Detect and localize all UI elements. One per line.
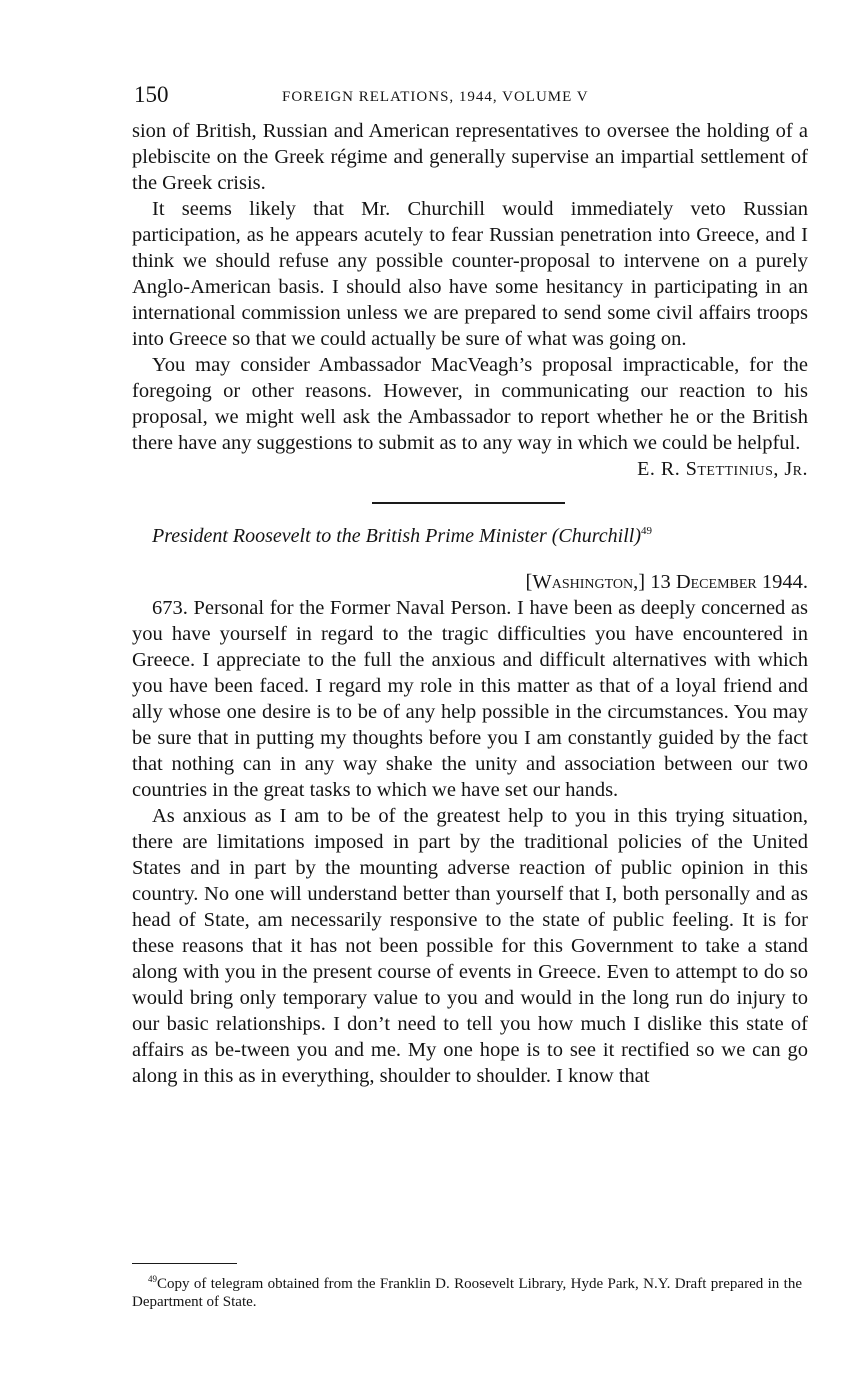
memo-paragraph: sion of British, Russian and American representatives to oversee the holding of a plebiscite on the Greek régime and generally supervise an impartial settlement of the Greek crisis. — [132, 120, 808, 194]
signature: E. R. Stettinius, Jr. — [637, 458, 808, 480]
running-head — [132, 80, 808, 118]
footnote-rule — [132, 1263, 237, 1264]
document-heading — [152, 518, 808, 549]
memo-continuation — [132, 118, 808, 456]
page-number: 150 — [134, 82, 169, 107]
section-divider — [372, 502, 565, 504]
telegram-paragraph: 673. Personal for the Former Naval Person. I have been as deeply concerned as you have yourself in regard to the tragic difficulties you have encountered in Greece. I appreciate to the full the anxious and difficult alternatives with which you have been faced. I regard my role in this matter as that of a loyal friend and ally whose one desire is to be of any help possible in the circumstances. You may be sure that in putting my thoughts before you I am constantly guided by the fact that nothing can in any way shake the unity and association between our two countries in the great tasks to which we have set our hands. — [132, 597, 808, 801]
memo-paragraph: You may consider Ambassador MacVeagh’s proposal impracticable, for the foregoing or other reasons. However, in communicating our reaction to his proposal, we might well ask the Ambassador to report whether he or the British there have any suggestions to submit as to any way in which we could be helpful. — [132, 354, 808, 454]
telegram-paragraph: As anxious as I am to be of the greatest help to you in this trying situation, there are limitations imposed in part by the traditional policies of the United States and in part by the mounting adverse reaction of public opinion in this country. No one will understand better than yourself that I, both personally and as head of State, am necessarily responsive to the state of public feeling. It is for these reasons that it has not been possible for this Government to take a stand along with you in the present course of events in Greece. Even to attempt to do so would bring only temporary value to you and would in the long run do injury to our basic relationships. I don’t need to tell you how much I dislike this state of affairs as be-tween you and me. My one hope is to see it rectified so we can go along in this as in everything, shoulder to shoulder. I know that — [132, 805, 808, 1087]
footnote-text: Copy of telegram obtained from the Franklin D. Roosevelt Library, Hyde Park, N.Y. Draft prepared in the Department of State. — [132, 1276, 802, 1310]
telegram-body — [132, 595, 808, 1089]
page — [132, 80, 808, 1089]
memo-paragraph: It seems likely that Mr. Churchill would immediately veto Russian participation, as he appears acutely to fear Russian penetration into Greece, and I think we should refuse any possible counter-proposal to intervene on a purely Anglo-American basis. I should also have some hesitancy in participating in an international commission unless we are prepared to send some civil affairs troops into Greece so that we could actually be sure of what was going on. — [132, 198, 808, 350]
footnote — [132, 1270, 802, 1311]
heading-footnote-ref: 49 — [641, 525, 652, 537]
footnote-number: 49 — [148, 1274, 157, 1284]
running-title: FOREIGN RELATIONS, 1944, VOLUME V — [282, 89, 589, 105]
dateline: [Washington,] 13 December 1944. — [525, 571, 808, 593]
document-heading-text: President Roosevelt to the British Prime Minister (Churchill) — [152, 525, 641, 547]
